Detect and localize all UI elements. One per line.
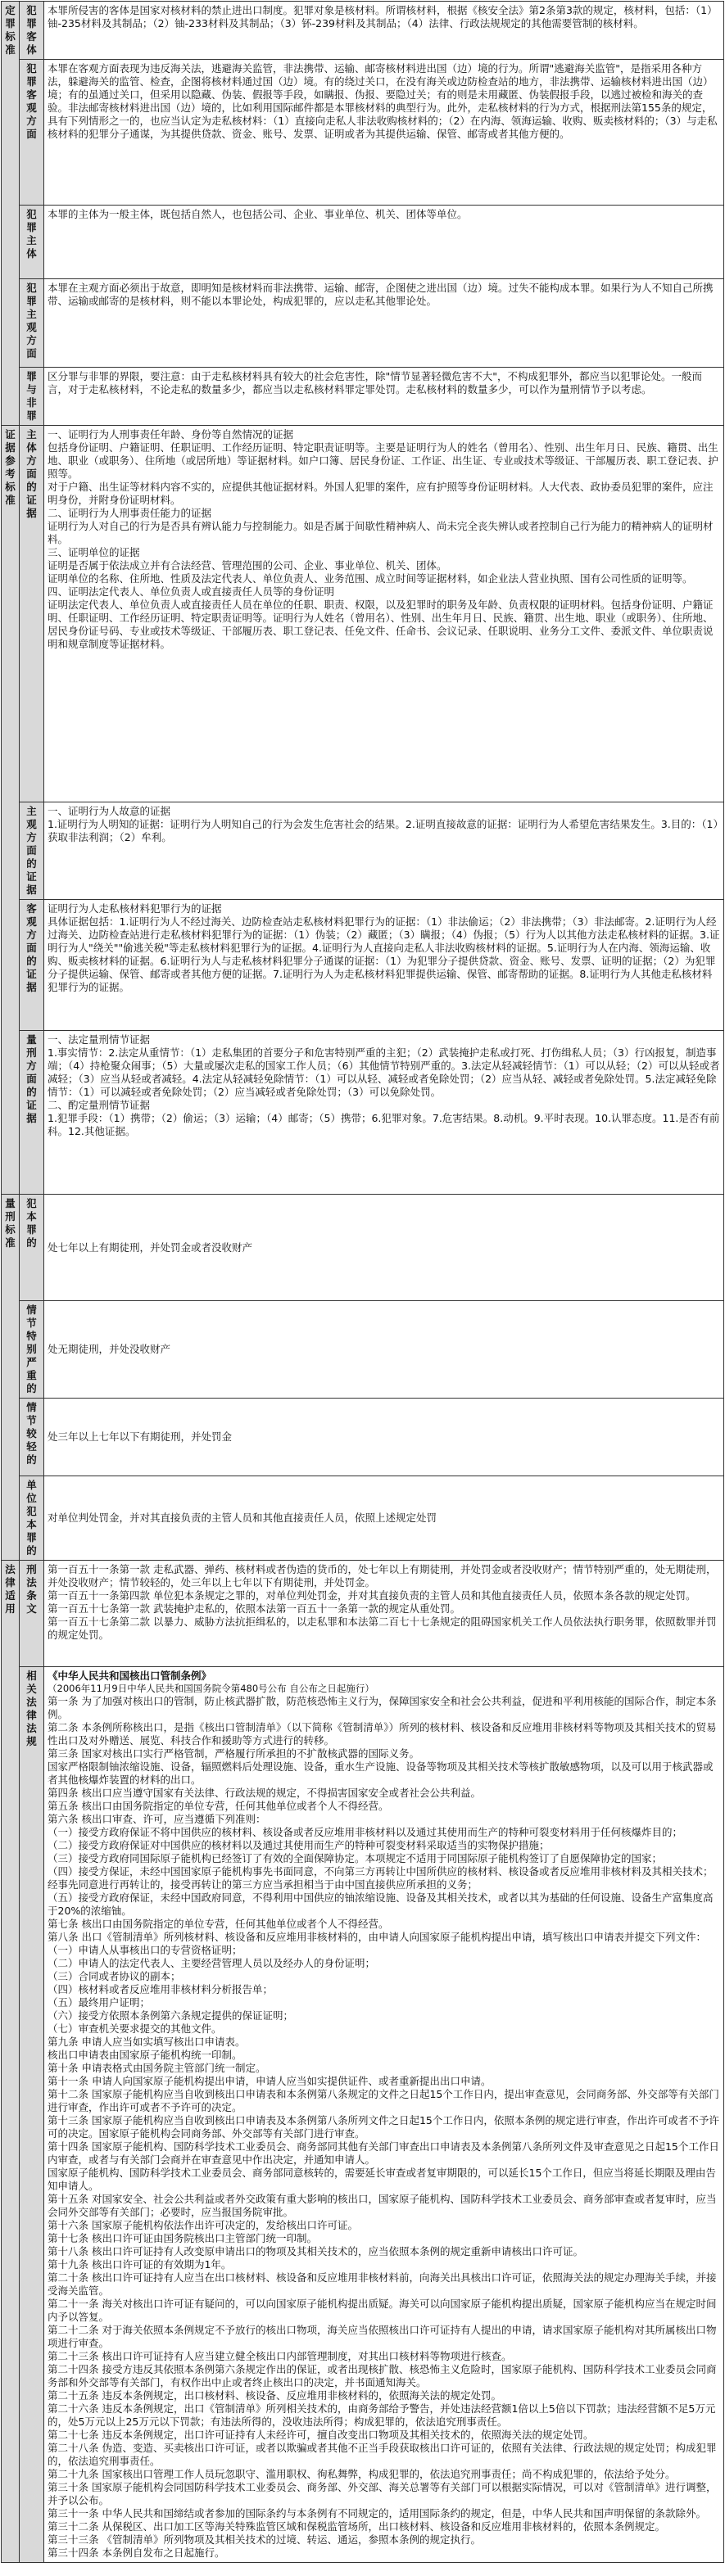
- category-evidence: 证据参考标准: [2, 426, 20, 1195]
- text-regulations: [44, 1667, 724, 2563]
- label-sentencing-3: 单位犯本罪的: [20, 1476, 44, 1561]
- text-evidence-objective: 证明行为人走私核材料犯罪行为的证据 具体证据包括：1.证明行为人不经过海关、边防检查站走私核材料犯罪行为的证据：（1）非法偷运；（2）非法携带；（3）非法邮寄。2.证明行为人经过海关、边防检查站进行走私核材料犯罪行为的证据：（1）伪装；（2）藏匿；（3）瞒报；（4）伪报；（5）行为人以其他方法走私核材料的证据。3.证明行为人"绕关""偷逃关税"等走私核材料犯罪行为的证据。4.证明行为人直接向走私人非法收购核材料的证据。5.证明行为人在内海、领海运输、收购、贩卖核材料的证据。6.证明行为人与走私核材料犯罪分子通谋的证据：（1）为犯罪分子提供贷款、资金、账号、发票、证明的证据；（2）为犯罪分子提供运输、保管、邮寄或者其他方便的证据。7.证明行为人为走私核材料犯罪提供运输、保管、邮寄帮助的证据。8.证明行为人其他走私核材料犯罪行为的证据。: [44, 900, 724, 1031]
- text-sentencing-2: 处三年以上七年以下有期徒刑，并处罚金: [44, 1399, 724, 1476]
- label-regulations: 相关法律法规: [20, 1667, 44, 2563]
- regulations-note: （2006年11月9日中华人民共和国国务院令第480号公布 自公布之日起施行）: [48, 1683, 374, 1694]
- text-evidence-sentencing: 一、法定量刑情节证据 1.事实情节：2.法定从重情节：（1）走私集团的首要分子和危害特别严重的主犯；（2）武装掩护走私或打死、打伤缉私人员；（3）行凶报复，制造事端；（4）持枪聚众闹事；（5）大量或屡次走私的国家工作人员；（6）其他情节特别严重的。3.法定从轻减轻情节：（1）可以从轻；（2）可以从轻或者减轻；（3）应当从轻或者减轻。4.法定从轻减轻免除情节：（1）可以从轻、减轻或者免除处罚；（2）应当从轻、减轻或者免除处罚。5.法定减轻免除情节：（1）可以减轻或者免除处罚；（2）应当减轻或者免除处罚；（3）可以免除处罚。 二、酌定量刑情节证据 1.犯罪手段：（1）携带；（2）偷运；（3）运输；（4）邮寄；（5）携带；6.犯罪对象。7.危害结果。8.动机。9.平时表现。10.认罪态度。11.是否有前科。12.其他证据。: [44, 1031, 724, 1195]
- text-subjective: 本罪在主观方面必须出于故意，即明知是核材料而非法携带、运输、邮寄，企图使之进出国（边）境。过失不能构成本罪。如果行为人不知自己所携带、运输或邮寄的是核材料，则不能以本罪论处，构成犯罪的，应以走私其他罪论处。: [44, 279, 724, 368]
- label-sentencing-0: 犯本罪的: [20, 1195, 44, 1301]
- text-object: 本罪所侵害的客体是国家对核材料的禁止进出口制度。犯罪对象是核材料。所谓核材料，根据《核安全法》第2条第3款的规定，核材料，包括：（1）铀-235材料及其制品；（2）铀-233材料及其制品；（3）钚-239材料及其制品；（4）法律、行政法规规定的其他需要管制的核材料。: [44, 2, 724, 60]
- text-distinction: 区分罪与非罪的界限，要注意：由于走私核材料具有较大的社会危害性，除"情节显著轻微危害不大"，不构成犯罪外，都应当以犯罪论处。一般而言，对于走私核材料，不论走私的数量多少，都应当以走私核材料罪定罪处罚。走私核材料的数量多少，可以作为量刑情节予以考虑。: [44, 368, 724, 426]
- regulations-title: 《中华人民共和国核出口管制条例》: [48, 1670, 212, 1682]
- category-law: 法律适用: [2, 1561, 20, 2563]
- text-objective: 本罪在客观方面表现为违反海关法，逃避海关监管，非法携带、运输、邮寄核材料进出国（边）境的行为。所谓"逃避海关监管"，是指采用各种方法，躲避海关的监管、检查，企图将核材料通过国（边）境。有的绕过关口，在没有海关或边防检查站的地方，非法携带、运输核材料进出国（边）境；有的虽通过关口，但采用以隐藏、伪装、假报等手段，如瞒报、伪报、要隐过关；有的则是未用藏匿、伪装假报手段，以逃过被检和海关的查验。非法邮寄核材料进出国（边）境的，比如利用国际邮件都是本罪核材料的典型行为。此外，走私核材料的行为方式，根据刑法第155条的规定，具有下列情形之一的，也应当认定为走私核材料：（1）直接向走私人非法收购核材料的；（2）在内海、领海运输、收购、贩卖核材料的；（3）与走私核材料的犯罪分子通谋，为其提供贷款、资金、账号、发票、证明或者为其提供运输、保管、邮寄或者其他方便的。: [44, 60, 724, 206]
- label-sentencing-1: 情节特别严重的: [20, 1301, 44, 1399]
- label-subject: 犯罪主体: [20, 206, 44, 279]
- text-sentencing-3: 对单位判处罚金，并对其直接负责的主管人员和其他直接责任人员，依照上述规定处罚: [44, 1476, 724, 1561]
- label-evidence-subjective: 主观方面的证据: [20, 802, 44, 900]
- text-criminal-law: 第一百五十一条第一款 走私武器、弹药、核材料或者伪造的货币的，处七年以上有期徒刑，并处罚金或者没收财产；情节特别严重的，处无期徒刑，并处没收财产；情节较轻的，处三年以上七年以下有期徒刑，并处罚金。 第一百五十一条第四款 单位犯本条规定之罪的，对单位判处罚金，并对其直接负责的主管人员和其他直接责任人员，依照本条各款的规定处罚。 第一百五十七条第一款 武装掩护走私的，依照本法第一百五十一条第一款的规定从重处罚。 第一百五十七条第二款 以暴力、威胁方法抗拒缉私的，以走私罪和本法第二百七十七条规定的阻碍国家机关工作人员依法执行职务罪，依照数罪并罚的规定处罚。: [44, 1561, 724, 1667]
- text-evidence-subjective: 一、证明行为人故意的证据 1.证明行为人明知的证据：证明行为人明知自己的行为会发生危害社会的结果。2.证明直接故意的证据：证明行为人希望危害结果发生。3.目的：（1）获取非法利润；（2）牟利。: [44, 802, 724, 900]
- regulations-body: 第一条 为了加强对核出口的管制，防止核武器扩散，防范核恐怖主义行为，保障国家安全和社会公共利益，促进和平利用核能的国际合作，制定本条例。 第二条 本条例所称核出口，是指《核出口管制清单》（以下简称《管制清单》）所列的核材料、核设备和反应堆用非核材料等物项及其相关技术的贸易性出口及对外赠送、展览、科技合作和援助等方式进行的转移。 第三条 国家对核出口实行严格管制，严格履行所承担的不扩散核武器的国际义务。 国家严格限制铀浓缩设施、设备，辐照燃料后处理设施、设备，重水生产设施、设备等物项及其相关技术等核扩散敏感物项，以及可以用于核武器或者其他核爆炸装置的材料的出口。 第四条 核出口应当遵守国家有关法律、行政法规的规定，不得损害国家安全或者社会公共利益。 第五条 核出口由国务院指定的单位专营，任何其他单位或者个人不得经营。 第六条 核出口审查、许可，应当遵循下列准则： （一）接受方政府保证不将中国供应的核材料、核设备或者反应堆用非核材料以及通过其使用而生产的特种可裂变材料用于任何核爆炸目的； （二）接受方政府保证对中国供应的核材料以及通过其使用而生产的特种可裂变材料采取适当的实物保护措施； （三）接受方政府同国际原子能机构已经签订了有效的全面保障协定。本项规定不适用于同国际原子能机构签订了自愿保障协定的国家； （四）接受方保证，未经中国国家原子能机构事先书面同意，不向第三方再转让中国所供应的核材料、核设备或者反应堆用非核材料及其相关技术；经事先同意进行再转让的，接受再转让的第三方应当承担相当于由中国直接供应所承担的义务； （五）接受方政府保证，未经中国政府同意，不得利用中国供应的铀浓缩设施、设备及其相关技术，或者以其为基础的任何设施、设备生产富集度高于20%的浓缩铀。 第七条 核出口由国务院指定的单位专营，任何其他单位或者个人不得经营。 第八条 出口《管制清单》所列核材料、核设备和反应堆用非核材料的，由申请人向国家原子能机构提出申请，填写核出口申请表并提交下列文件： （一）申请人从事核出口的专营资格证明； （二）申请人的法定代表人、主要经营管理人员以及经办人的身份证明； （三）合同或者协议的副本； （四）核材料或者反应堆用非核材料分析报告单； （五）最终用户证明； （六）接受方依照本条例第六条规定提供的保证证明； （七）审查机关要求提交的其他文件。 第九条 申请人应当如实填写核出口申请表。 核出口申请表由国家原子能机构统一印制。 第十条 申请表格式由国务院主管部门统一制定。 第十一条 申请人向国家原子能机构提出申请，申请人应当如实提供证件、或者重新提出出口申请。 第十二条 国家原子能机构应当自收到核出口申请表和本条例第八条规定的文件之日起15个工作日内，提出审查意见，会同商务部、外交部等有关部门进行审查，作出许可或者不予许可的决定。 第十三条 国家原子能机构应当自收到核出口申请表及本条例第八条所列文件之日起15个工作日内，依照本条例的规定进行审查，作出许可或者不予许可的决定。国家原子能机构会同商务部、外交部等有关部门进行审查。 第十四条 国家原子能机构、国防科学技术工业委员会、商务部同其他有关部门审查出口申请表及本条例第八条所列文件及审查意见之日起15个工作日内审查，或者与有关部门会商并在审查意见中作出决定，并通知申请人。 国家原子能机构、国防科学技术工业委员会、商务部同意核转的，需要延长审查或者复审期限的，可以延长15个工作日，但应当将延长期限及理由告知申请人。 第十五条 对国家安全、社会公共利益或者外交政策有重大影响的核出口，国家原子能机构、国防科学技术工业委员会、商务部审查或者复审时，应当会同外交部等有关部门；必要时，应当报国务院审批。 第十六条 国家原子能机构依法作出许可决定的，发给核出口许可证。 第十七条 核出口许可证由国务院核出口主管部门统一印制。 第十八条 核出口许可证持有人改变原申请出口的物项及其相关技术的，应当依照本条例的规定重新申请核出口许可证。 第十九条 核出口许可证的有效期为1年。 第二十条 核出口许可证持有人应当在出口核材料、核设备和反应堆用非核材料前，向海关出具核出口许可证，依照海关法的规定办理海关手续，并接受海关监管。 第二十一条 海关对核出口许可证有疑问的，可以向国家原子能机构提出质疑。海关可以向国家原子能机构提出质疑，国家原子能机构应当在规定时间内予以答复。 第二十二条 对于海关依照本条例规定不予放行的核出口物项，海关应当依照核出口许可证持有人提出的申请，请求国家原子能机构对其所属核出口物项进行审查。 第二十三条 核出口许可证持有人应当建立健全核出口内部管理制度，对其出口核材料等物项进行核查。 第二十四条 接受方违反其依照本条例第六条规定作出的保证，或者出现核扩散、核恐怖主义危险时，国家原子能机构、国防科学技术工业委员会同商务部和外交部等有关部门，有权作出中止或者终止核出口的决定，并书面通知海关。 第二十五条 违反本条例规定，出口核材料、核设备、反应堆用非核材料的，依照海关法的规定处罚。 第二十六条 违反本条例规定，出口《管制清单》所列相关技术的，由商务部给予警告，并处违法经营额1倍以上5倍以下罚款；违法经营额不足5万元的，处5万元以上25万元以下罚款；有违法所得的，没收违法所得；构成犯罪的，依法追究刑事责任。 第二十七条 违反本条例规定，出口许可证持有人未经许可，擅自改变出口物项及其相关技术的，依照海关法的规定处罚。 第二十八条 伪造、变造、买卖核出口许可证，或者以欺骗或者其他不正当手段获取核出口许可证的，依照有关法律、行政法规的规定处罚；构成犯罪的，依法追究刑事责任。 第二十九条 国家核出口管理工作人员玩忽职守、滥用职权、徇私舞弊，构成犯罪的，依法追究刑事责任；尚不构成犯罪的，依法给予处分。 第三十条 国家原子能机构会同国防科学技术工业委员会、商务部、外交部、海关总署等有关部门可以根据实际情况，可以对《管制清单》进行调整，并予以公布。 第三十一条 中华人民共和国缔结或者参加的国际条约与本条例有不同规定的，适用国际条约的规定，但是，中华人民共和国声明保留的条款除外。 第三十二条 从保税区、出口加工区等海关特殊监管区域和保税监管场所，出口核材料、核设备和反应堆用非核材料的，依照本条例规定。 第三十三条 《管制清单》所列物项及其相关技术的过境、转运、通运，参照本条例的规定执行。 第三十四条 本条例自发布之日起施行。: [48, 1695, 719, 2559]
- text-subject: 本罪的主体为一般主体，既包括自然人，也包括公司、企业、事业单位、机关、团体等单位。: [44, 206, 724, 279]
- label-criminal-law: 刑法条文: [20, 1561, 44, 1667]
- label-evidence-subject: 主体方面的证据: [20, 426, 44, 802]
- category-conviction: 定罪标准: [2, 2, 20, 426]
- text-sentencing-1: 处无期徒刑，并处没收财产: [44, 1301, 724, 1399]
- label-object: 犯罪客体: [20, 2, 44, 60]
- label-sentencing-2: 情节较轻的: [20, 1399, 44, 1476]
- text-evidence-subject: 一、证明行为人刑事责任年龄、身份等自然情况的证据 包括身份证明、户籍证明、任职证明、工作经历证明、特定职责证明等。主要是证明行为人的姓名（曾用名）、性别、出生年月日、民族、籍贯、出生地、职业（或职务）、住所地（或居所地）等证据材料。如户口簿、居民身份证、工作证、出生证、专业或技术等级证、干部履历表、职工登记表、护照等。 对于户籍、出生证等材料内容不实的，应提供其他证据材料。外国人犯罪的案件，应有护照等身份证明材料。人大代表、政协委员犯罪的案件，应注明身份，并附身份证明材料。 二、证明行为人刑事责任能力的证据 证明行为人对自己的行为是否具有辨认能力与控制能力。如是否属于间歇性精神病人、尚未完全丧失辨认或者控制自己行为能力的精神病人的证明材料。 三、证明单位的证据 证明是否属于依法成立并有合法经营、管理范围的公司、企业、事业单位、机关、团体。 证明单位的名称、住所地、性质及法定代表人、单位负责人、业务范围、成立时间等证据材料，如企业法人营业执照、国有公司性质的证明等。 四、证明法定代表人、单位负责人或直接责任人员等的身份证明 证明法定代表人、单位负责人或直接责任人员在单位的任职、职责、权限，以及犯罪时的职务及年龄、负责权限的证明材料。包括身份证明、户籍证明、任职证明、工作经历证明、特定职责证明等。证明行为人姓名（曾用名）、性别、出生年月日、民族、籍贯、出生地、职业（或职务）、住所地、居民身份证号码、专业或技术等级证、干部履历表、职工登记表、任免文件、任命书、会议记录、任职说明、业务分工文件、委派文件、单位职责说明和规章制度等证据材料。: [44, 426, 724, 802]
- label-subjective: 犯罪主观方面: [20, 279, 44, 368]
- text-sentencing-0: 处七年以上有期徒刑，并处罚金或者没收财产: [44, 1195, 724, 1301]
- label-evidence-objective: 客观方面的证据: [20, 900, 44, 1031]
- label-objective: 犯罪客观方面: [20, 60, 44, 206]
- category-sentencing: 量刑标准: [2, 1195, 20, 1561]
- label-distinction: 罪与非罪: [20, 368, 44, 426]
- document-table: [1, 1, 724, 2563]
- label-evidence-sentencing: 量刑方面的证据: [20, 1031, 44, 1195]
